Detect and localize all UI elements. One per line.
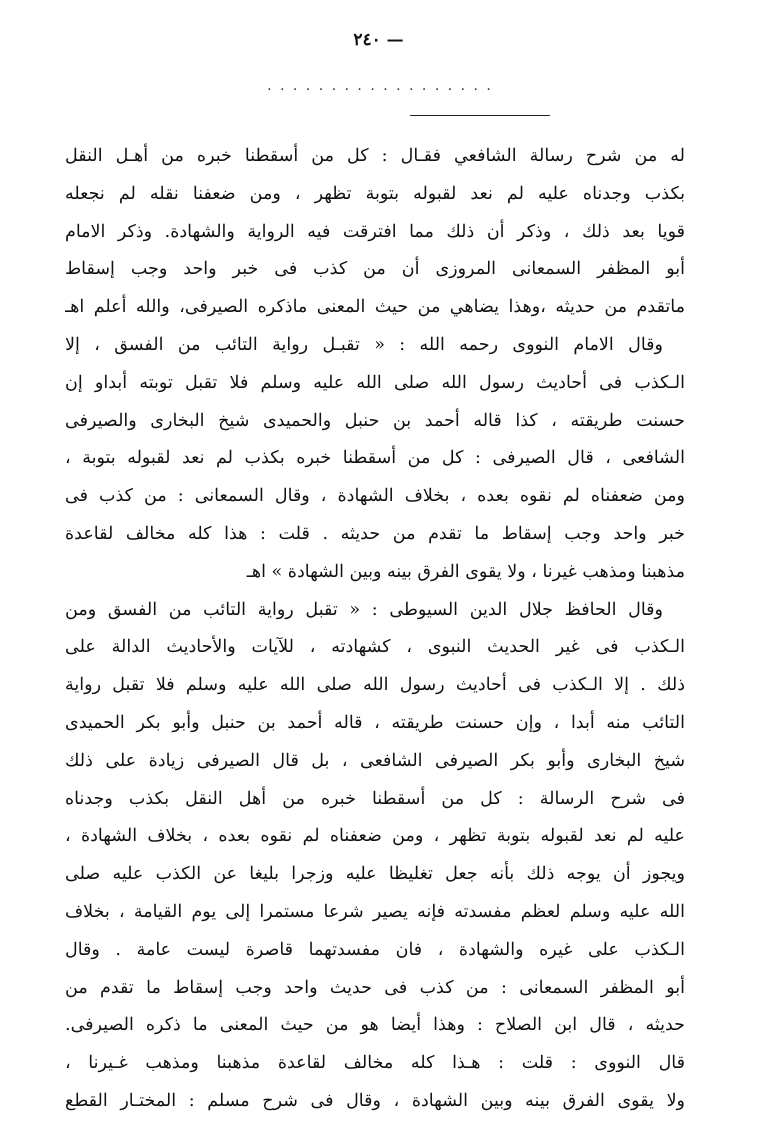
header-rule [410, 115, 550, 116]
text-line: ولا يقوى الفرق بينه وبين الشهادة ، وقال فى شرح مسلم : المختـار القطع [65, 1090, 685, 1111]
text-line: الـكذب على غيره والشهادة ، فان مفسدتهما قاصرة ليست عامة . وقال [65, 939, 685, 960]
text-line: شيخ البخارى وأبو بكر الصيرفى الشافعى ، بل قال الصيرفى زيادة على ذلك [65, 750, 685, 771]
text-line: حديثه ، قال ابن الصلاح : وهذا أيضا هو من حيث المعنى ما ذكره الصيرفى. [65, 1015, 685, 1036]
paragraph [65, 592, 685, 1121]
text-line: حسنت طريقته ، كذا قاله أحمد بن حنبل والحميدى شيخ البخارى والصيرفى [65, 410, 685, 431]
text-line: قويا بعد ذلك ، وذكر أن ذلك مما افترقت فيه الرواية والشهادة. وذكر الامام [65, 221, 685, 242]
text-line: له من شرح رسالة الشافعي فقـال : كل من أسقطنا خبره من أهـل النقل [65, 146, 685, 166]
body-text [65, 138, 685, 1121]
text-line: خبر واحد وجب إسقاط ما تقدم من حديثه . قلت : هذا كله مخالف لقاعدة [65, 523, 685, 544]
separator-dots: . . . . . . . . . . . . . . . . . . [267, 78, 493, 94]
text-line: ويجوز أن يوجه ذلك بأنه جعل تغليظا عليه وزجرا بليغا عن الكذب عليه صلى [65, 864, 685, 885]
page-number: — ٢٤٠ [353, 30, 404, 50]
text-line: ومن ضعفناه لم نقوه بعده ، بخلاف الشهادة ، وقال السمعانى : من كذب فى [65, 486, 685, 507]
text-line: أبو المظفر السمعانى : من كذب فى حديث واحد وجب إسقاط ما تقدم من [65, 977, 685, 998]
text-line: مذهبنا ومذهب غيرنا ، ولا يقوى الفرق بينه وبين الشهادة » اهـ [246, 561, 685, 582]
text-line: ذلك . إلا الـكذب فى أحاديث رسول الله صلى الله عليه وسلم فلا تقبل رواية [65, 675, 685, 696]
text-line: أبو المظفر السمعانى المروزى أن من كذب فى خبر واحد وجب إسقاط [65, 259, 685, 280]
text-line: قال النووى : قلت : هـذا كله مخالف لقاعدة مذهبنا ومذهب غـيرنا ، [65, 1053, 685, 1074]
text-line: الـكذب فى غير الحديث النبوى ، كشهادته ، للآيات والأحاديث الدالة على [65, 637, 685, 658]
paragraph [65, 138, 685, 327]
text-line: الـكذب فى أحاديث رسول الله صلى الله عليه وسلم فلا تقبل توبته أبداو إن [65, 372, 685, 393]
paragraph [65, 327, 685, 592]
text-line: وقال الامام النووى رحمه الله : « تقبـل رواية التائب من الفسق ، إلا [65, 334, 663, 355]
text-line: الشافعى ، قال الصيرفى : كل من أسقطنا خبره بكذب لم نعد لقبوله بتوبة ، [65, 448, 685, 469]
text-line: عليه لم نعد لقبوله بتوبة تظهر ، ومن ضعفناه لم نقوه بعده ، بخلاف الشهادة ، [65, 826, 685, 847]
text-line: وقال الحافظ جلال الدين السيوطى : « تقبل رواية التائب من الفسق ومن [65, 599, 663, 620]
text-line: الله عليه وسلم لعظم مفسدته فإنه يصير شرعا مستمرا إلى يوم القيامة ، بخلاف [65, 901, 685, 922]
text-line: ماتقدم من حديثه ،وهذا يضاهي من حيث المعنى ماذكره الصيرفى، والله أعلم اهـ [65, 297, 685, 318]
text-line: بكذب وجدناه عليه لم نعد لقبوله بتوبة تظهر ، ومن ضعفنا نقله لم نجعله [65, 183, 685, 204]
text-line: فى شرح الرسالة : كل من أسقطنا خبره من أهل النقل بكذب وجدناه [65, 788, 685, 809]
text-line: التائب منه أبدا ، وإن حسنت طريقته ، قاله أحمد بن حنبل وأبو بكر الحميدى [65, 712, 685, 733]
